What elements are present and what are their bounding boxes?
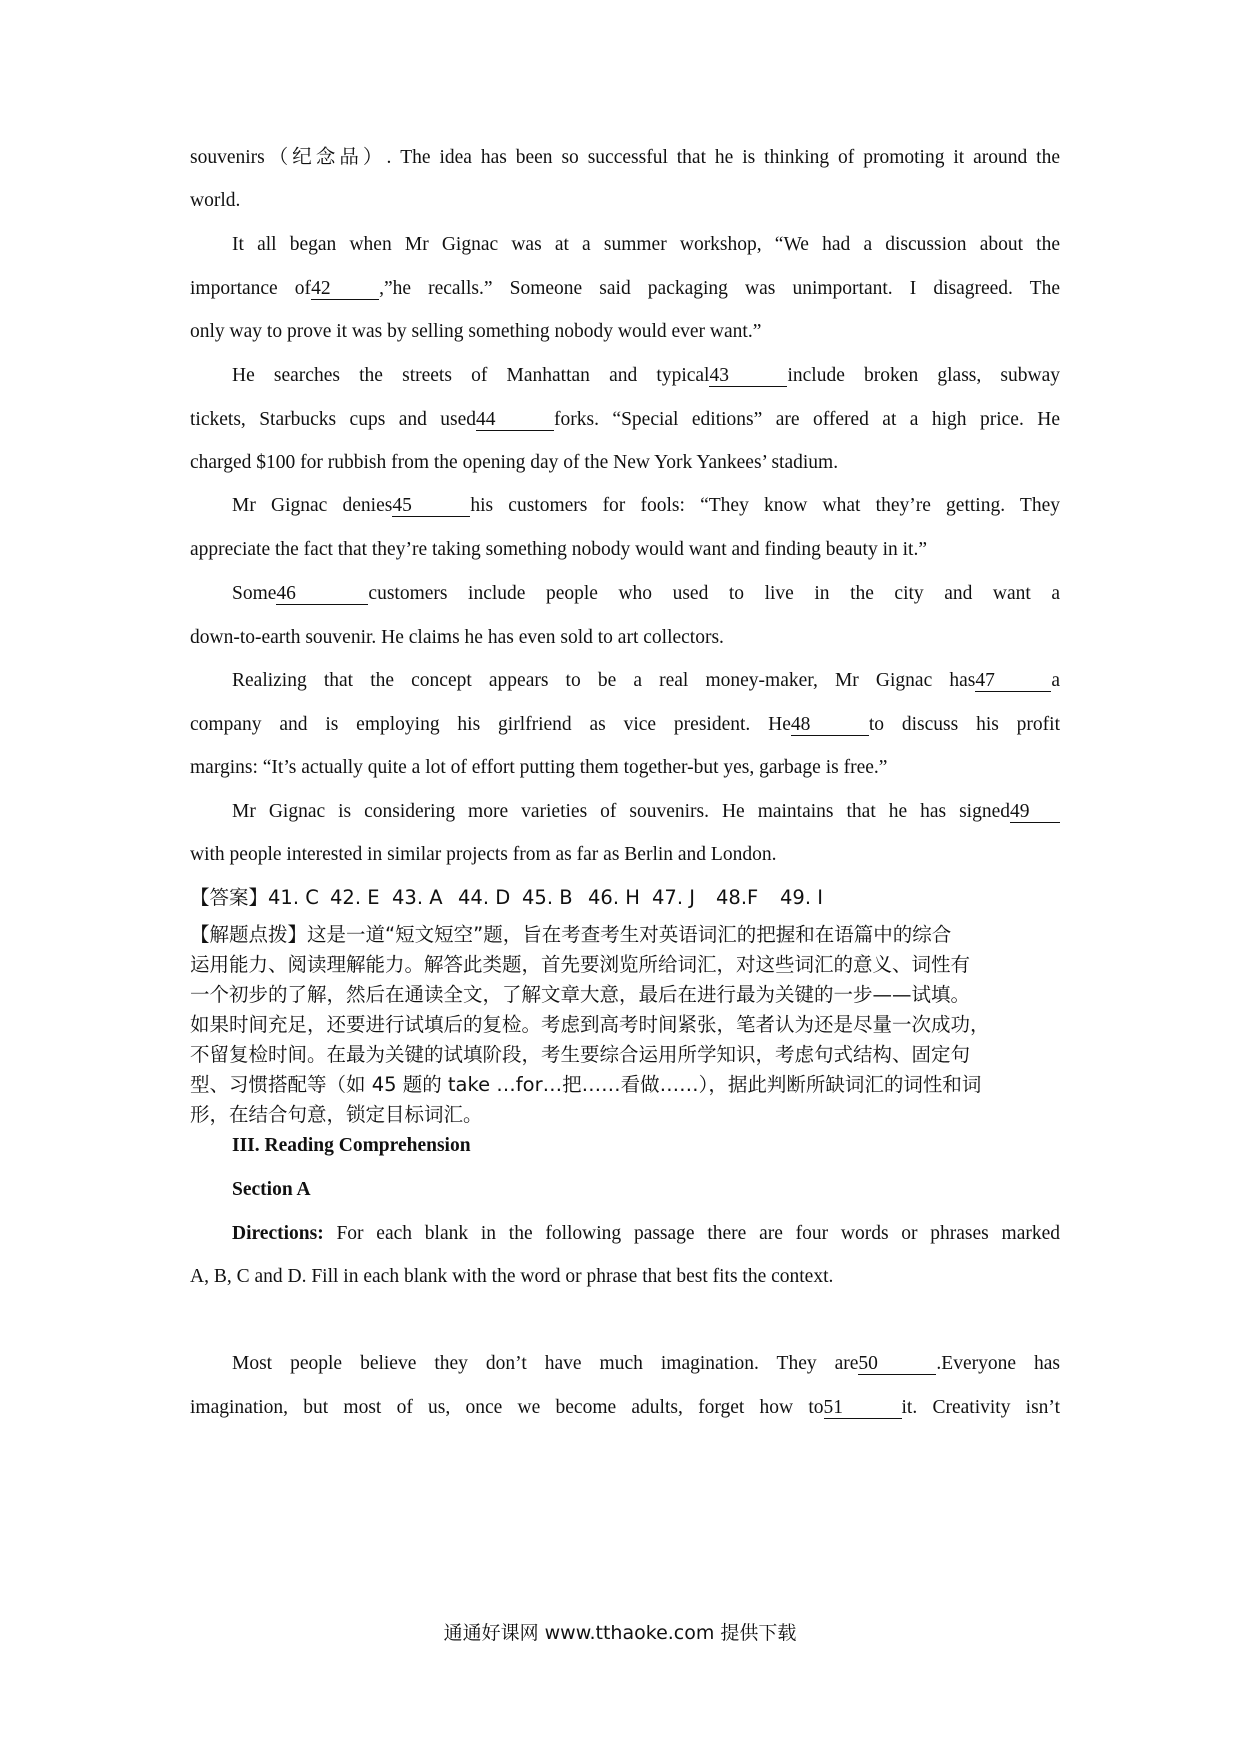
blank-48: 48 [791,715,869,736]
passage-line: importance of42 ,”he recalls.” Someone said packaging was unimportant. I disagreed. The [190,278,1060,299]
answer-item: 47. J [652,886,695,909]
answer-item: 44. D [458,886,511,909]
passage-line: company and is employing his girlfriend as vice president. He48 to discuss his profit [190,714,1060,735]
blank-46: 46 [276,584,368,605]
answer-item: 49. I [780,886,823,909]
passage-line: It all began when Mr Gignac was at a summer workshop, “We had a discussion about the [232,234,1060,255]
answer-label: 【答案】 [190,886,269,909]
answer-item: 46. H [588,886,640,909]
blank-44: 44 [476,410,554,431]
analysis-line: 【解题点拨】这是一道“短文短空”题，旨在考查考生对英语词汇的把握和在语篇中的综合 [190,923,952,946]
passage-line: margins: “It’s actually quite a lot of effort putting them together-but yes, garbage is free.” [190,757,888,778]
passage-line: tickets, Starbucks cups and used44 forks. “Special editions” are offered at a high price. He [190,409,1060,430]
section-subheading: Section A [232,1179,311,1200]
passage-line: imagination, but most of us, once we become adults, forget how to51 it. Creativity isn’t [190,1397,1060,1418]
blank-47: 47 [975,671,1051,692]
answer-item: 45. B [522,886,573,909]
blank-42: 42 [311,279,379,300]
passage-line: with people interested in similar projects from as far as Berlin and London. [190,844,777,865]
page-footer: 通通好课网 www.tthaoke.com 提供下载 [443,1622,797,1644]
passage-line: down-to-earth souvenir. He claims he has even sold to art collectors. [190,627,724,648]
analysis-line: 如果时间充足，还要进行试填后的复检。考虑到高考时间紧张，笔者认为还是尽量一次成功， [190,1013,990,1036]
analysis-line: 型、习惯搭配等（如 45 题的 take …for…把……看做……），据此判断所缺词汇的词性和词 [190,1073,982,1096]
passage-line: Mr Gignac denies45 his customers for fools: “They know what they’re getting. They [232,495,1060,516]
passage-line: He searches the streets of Manhattan and typical43 include broken glass, subway [232,365,1060,386]
answer-item: 42. E [330,886,380,909]
passage-line: souvenirs（纪念品）. The idea has been so successful that he is thinking of promoting it around the [190,147,1060,168]
answer-item: 43. A [392,886,443,909]
blank-49: 49 [1010,802,1060,823]
passage-line: Mr Gignac is considering more varieties of souvenirs. He maintains that he has signed49 [190,800,1060,824]
directions-line: Directions: For each blank in the following passage there are four words or phrases marked [232,1223,1060,1244]
blank-51: 51 [824,1398,902,1419]
answer-item: 41. C [268,886,319,909]
answer-item: 48.F [716,886,759,909]
answer-key [190,886,1060,910]
passage-line: Most people believe they don’t have much imagination. They are50 .Everyone has [232,1353,1060,1374]
passage-line: only way to prove it was by selling something nobody would ever want.” [190,321,762,342]
analysis-line: 形，在结合句意，锁定目标词汇。 [190,1103,483,1126]
analysis-line: 不留复检时间。在最为关键的试填阶段，考生要综合运用所学知识，考虑句式结构、固定句 [190,1043,971,1066]
directions-label: Directions: [232,1223,324,1244]
passage-line: Realizing that the concept appears to be a real money-maker, Mr Gignac has47 a [232,670,1060,691]
section-heading: III. Reading Comprehension [232,1135,471,1156]
analysis-line: 运用能力、阅读理解能力。解答此类题，首先要浏览所给词汇，对这些词汇的意义、词性有 [190,953,971,976]
passage-line: world. [190,190,241,211]
blank-45: 45 [392,496,470,517]
passage-line: appreciate the fact that they’re taking something nobody would want and finding beauty in it.” [190,539,927,560]
blank-43: 43 [709,366,787,387]
passage-line: Some46 customers include people who used to live in the city and want a [232,583,1060,604]
blank-50: 50 [858,1354,936,1375]
directions-line: A, B, C and D. Fill in each blank with the word or phrase that best fits the context. [190,1266,834,1287]
passage-line: charged $100 for rubbish from the opening day of the New York Yankees’ stadium. [190,452,839,473]
analysis-line: 一个初步的了解，然后在通读全文，了解文章大意，最后在进行最为关键的一步——试填。 [190,983,971,1006]
